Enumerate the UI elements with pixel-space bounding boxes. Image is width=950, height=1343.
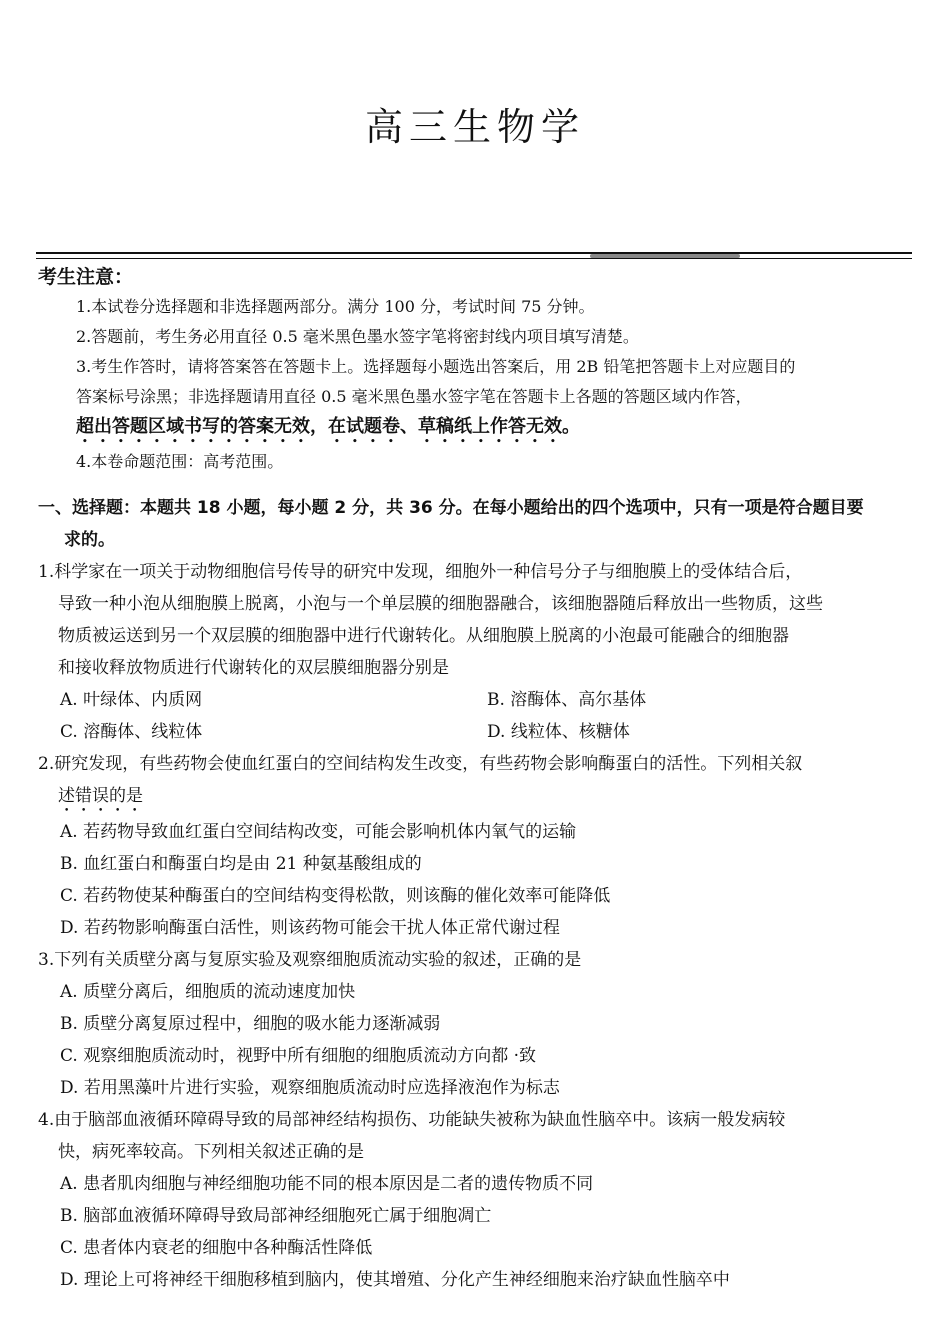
section-heading-line2: 求的。 bbox=[64, 530, 115, 550]
question-4-option-d: D. 理论上可将神经干细胞移植到脑内，使其增殖、分化产生神经细胞来治疗缺血性脑卒中 bbox=[60, 1270, 730, 1290]
question-1-option-d: D. 线粒体、核糖体 bbox=[487, 722, 630, 742]
question-4-option-b: B. 脑部血液循环障碍导致局部神经细胞死亡属于细胞凋亡 bbox=[60, 1206, 492, 1226]
question-1-stem-line2: 导致一种小泡从细胞膜上脱离，小泡与一个单层膜的细胞器融合，该细胞器随后释放出一些物质，这些 bbox=[58, 594, 823, 614]
notice-item-3: 3.考生作答时，请将答案答在答题卡上。选择题每小题选出答案后，用 2B 铅笔把答题卡上对应题目的 bbox=[76, 357, 796, 376]
question-1-option-b: B. 溶酶体、高尔基体 bbox=[487, 690, 647, 710]
notice-item-2: 2.答题前，考生务必用直径 0.5 毫米黑色墨水签字笔将密封线内项目填写清楚。 bbox=[76, 327, 639, 346]
question-1-stem-line1: 1.科学家在一项关于动物细胞信号传导的研究中发现，细胞外一种信号分子与细胞膜上的受体结合后， bbox=[38, 562, 803, 582]
question-2-option-a: A. 若药物导致血红蛋白空间结构改变，可能会影响机体内氧气的运输 bbox=[60, 822, 577, 842]
question-3-stem bbox=[38, 944, 914, 976]
question-1-option-c: C. 溶酶体、线粒体 bbox=[60, 722, 203, 742]
question-1-option-a: A. 叶绿体、内质网 bbox=[60, 690, 203, 710]
question-2-stem bbox=[38, 748, 914, 816]
section-heading-line1: 一、选择题：本题共 18 小题，每小题 2 分，共 36 分。在每小题给出的四个选项中，只有一项是符合题目要 bbox=[38, 498, 864, 518]
question-3-option-b: B. 质壁分离复原过程中，细胞的吸水能力逐渐减弱 bbox=[60, 1014, 441, 1034]
notice-list bbox=[76, 292, 916, 477]
notice-item-3-emphasis: 超出答题区域书写的答案无效，在试题卷、草稿纸上作答无效。 bbox=[76, 416, 580, 437]
question-2-option-b: B. 血红蛋白和酶蛋白均是由 21 种氨基酸组成的 bbox=[60, 854, 422, 874]
question-3 bbox=[38, 944, 914, 1104]
question-4-stem-line1: 4.由于脑部血液循环障碍导致的局部神经结构损伤、功能缺失被称为缺血性脑卒中。该病一般发病较 bbox=[38, 1110, 786, 1130]
question-1-stem bbox=[38, 556, 914, 684]
header-rule-thin bbox=[36, 258, 912, 259]
section-heading bbox=[38, 492, 914, 556]
exam-title: 高三生物学 bbox=[364, 105, 585, 149]
question-4-stem-line2: 快，病死率较高。下列相关叙述正确的是 bbox=[58, 1142, 364, 1162]
question-3-option-a: A. 质壁分离后，细胞质的流动速度加快 bbox=[60, 982, 356, 1002]
question-2-stem-line2: 述错误的是 bbox=[58, 786, 143, 806]
question-2-option-d: D. 若药物影响酶蛋白活性，则该药物可能会干扰人体正常代谢过程 bbox=[60, 918, 560, 938]
question-1-stem-line4: 和接收释放物质进行代谢转化的双层膜细胞器分别是 bbox=[58, 658, 449, 678]
header-rule-thick bbox=[36, 252, 912, 254]
question-3-option-c: C. 观察细胞质流动时，视野中所有细胞的细胞质流动方向都 ·致 bbox=[60, 1046, 537, 1066]
question-4-option-c: C. 患者体内衰老的细胞中各种酶活性降低 bbox=[60, 1238, 373, 1258]
notice-item-4: 4.本卷命题范围：高考范围。 bbox=[76, 452, 284, 471]
question-4-stem bbox=[38, 1104, 914, 1168]
question-4 bbox=[38, 1104, 914, 1296]
question-2-option-c: C. 若药物使某种酶蛋白的空间结构变得松散，则该酶的催化效率可能降低 bbox=[60, 886, 611, 906]
notice-item-3-cont: 答案标号涂黑；非选择题请用直径 0.5 毫米黑色墨水签字笔在答题卡上各题的答题区域内作答， bbox=[76, 387, 752, 406]
question-2 bbox=[38, 748, 914, 944]
notice-heading: 考生注意： bbox=[38, 266, 134, 288]
question-4-option-a: A. 患者肌肉细胞与神经细胞功能不同的根本原因是二者的遗传物质不同 bbox=[60, 1174, 594, 1194]
question-1-stem-line3: 物质被运送到另一个双层膜的细胞器中进行代谢转化。从细胞膜上脱离的小泡最可能融合的细胞器 bbox=[58, 626, 789, 646]
notice-item-1: 1.本试卷分选择题和非选择题两部分。满分 100 分，考试时间 75 分钟。 bbox=[76, 297, 595, 316]
question-1 bbox=[38, 556, 914, 748]
question-2-stem-line1: 2.研究发现，有些药物会使血红蛋白的空间结构发生改变，有些药物会影响酶蛋白的活性。下列相关叙 bbox=[38, 754, 803, 774]
question-3-option-d: D. 若用黑藻叶片进行实验，观察细胞质流动时应选择液泡作为标志 bbox=[60, 1078, 560, 1098]
question-3-stem-line1: 3.下列有关质壁分离与复原实验及观察细胞质流动实验的叙述，正确的是 bbox=[38, 950, 582, 970]
